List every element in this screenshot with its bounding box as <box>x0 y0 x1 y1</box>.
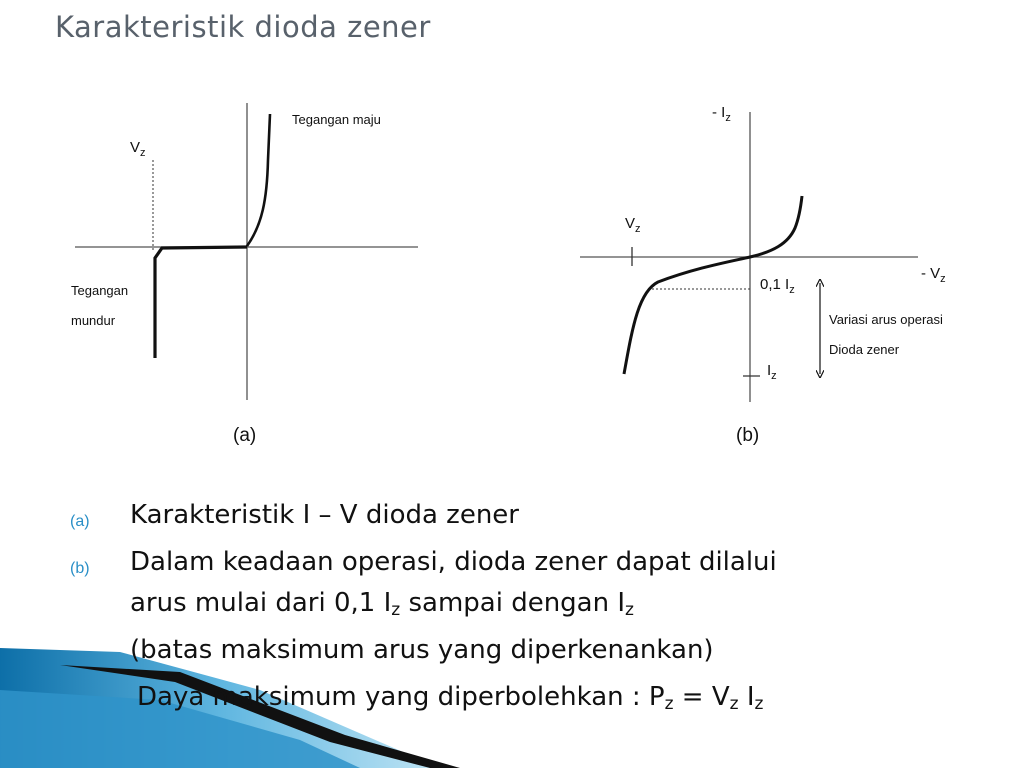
bullet-marker-b: (b) <box>70 560 90 577</box>
diagram-b <box>580 104 946 446</box>
bullet-text-b-line-3: (batas maksimum arus yang diperkenankan) <box>130 635 714 665</box>
a-reverse-label-2: mundur <box>71 313 116 328</box>
a-vz-label: $V_z$ <box>130 139 146 159</box>
a-reverse-label-1: Tegangan <box>71 283 129 298</box>
a-reverse-curve <box>155 247 247 358</box>
diagram-a <box>71 103 418 446</box>
b-min-iz-label: 0,1 $I_z$ <box>760 276 795 296</box>
bullet-marker-a: (a) <box>70 513 90 530</box>
bullet-text-b-line-2: arus mulai dari 0,1 $I_z$ sampai dengan $I_z$ <box>130 588 634 620</box>
a-caption: (a) <box>233 425 257 446</box>
bullet-text-b-line-4: Daya maksimum yang diperbolehkan : $P_z = V_z$ $I_z$ <box>137 682 764 714</box>
b-caption: (b) <box>736 425 760 446</box>
b-neg-iz-label: - $I_z$ <box>712 104 731 124</box>
a-forward-label: Tegangan maju <box>292 112 381 127</box>
b-range-label-2: Dioda zener <box>829 342 900 357</box>
b-vz-label: $V_z$ <box>625 215 641 235</box>
b-iz-label: $I_z$ <box>767 362 777 382</box>
slide-title: Karakteristik dioda zener <box>55 10 431 44</box>
a-forward-curve <box>247 114 270 246</box>
bullet-text-b-line-1: Dalam keadaan operasi, dioda zener dapat dilalui <box>130 547 777 577</box>
b-neg-vz-label: - $V_z$ <box>921 265 946 285</box>
b-range-label-1: Variasi arus operasi <box>829 312 943 327</box>
bullet-text-a: Karakteristik I – V dioda zener <box>130 500 519 530</box>
